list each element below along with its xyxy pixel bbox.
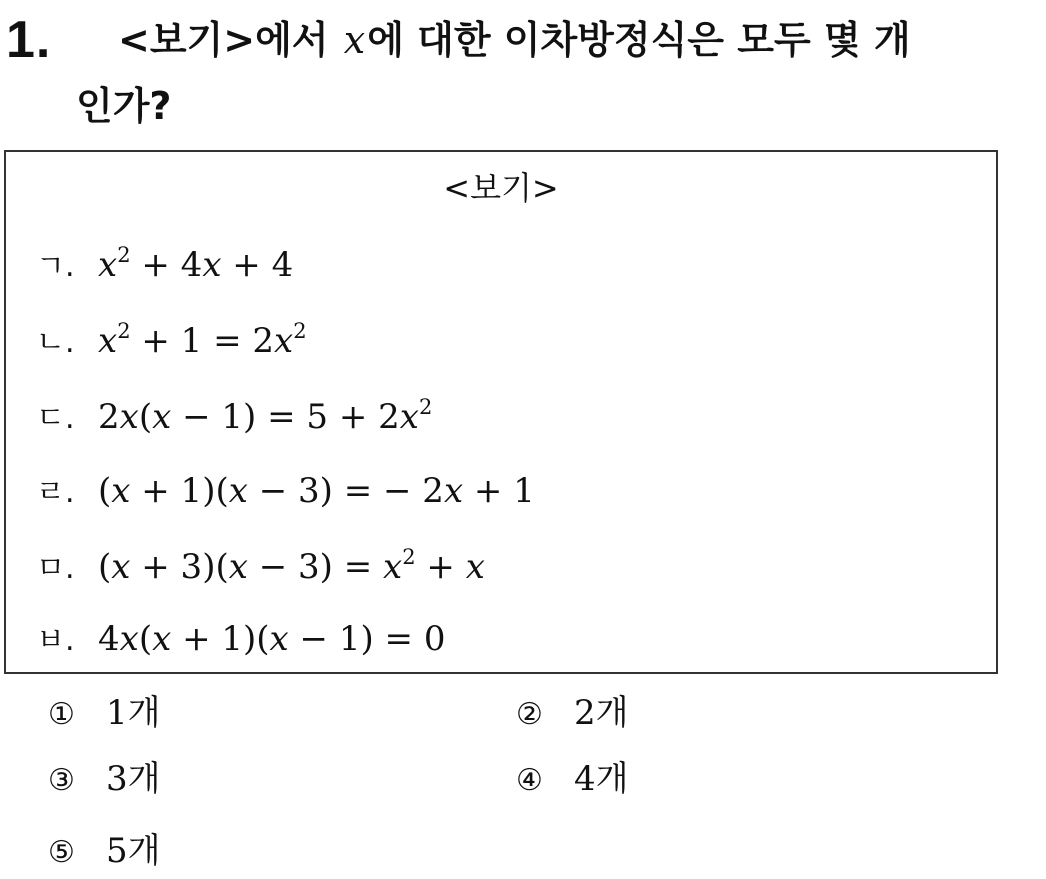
choice-text: 1개 — [106, 693, 161, 733]
choice-text: 5개 — [106, 831, 161, 871]
choice-5[interactable] — [48, 828, 160, 876]
bogi-item-2 — [36, 318, 307, 364]
bogi-item-1 — [36, 242, 293, 288]
bogi-item-label: ㄱ. — [36, 249, 75, 284]
question-stem-part-1: <보기>에서 — [118, 18, 342, 62]
bogi-item-expression: $(x + 3)(x - 3) = x^2 + x$ — [98, 544, 485, 587]
question-number: 1. — [6, 11, 52, 69]
bogi-item-expression: $x^2 + 4x + 4$ — [98, 242, 294, 285]
bogi-box — [4, 150, 998, 674]
choice-4[interactable] — [516, 756, 628, 804]
bogi-title: <보기> — [443, 169, 559, 207]
bogi-item-3 — [36, 394, 432, 440]
bogi-item-expression: $x^2 + 1 = 2x^2$ — [98, 318, 307, 361]
bogi-item-label: ㅁ. — [36, 551, 75, 586]
choice-3[interactable] — [48, 756, 160, 804]
question-stem-line-2: 인가? — [76, 84, 172, 128]
choice-2[interactable] — [516, 690, 628, 738]
choice-mark: ① — [48, 697, 75, 732]
bogi-item-5 — [36, 544, 485, 590]
choice-text: 4개 — [574, 759, 629, 799]
bogi-item-6 — [36, 616, 445, 662]
choice-mark: ③ — [48, 763, 75, 798]
choice-mark: ② — [516, 697, 543, 732]
bogi-item-expression: 4x(x + 1)(x − 1) = 0 — [98, 619, 446, 659]
bogi-item-4 — [36, 468, 535, 514]
question-stem-line-1 — [118, 16, 911, 64]
question-stem-part-2: 에 대한 이차방정식은 모두 몇 개 — [367, 18, 911, 62]
question-variable: x — [343, 18, 366, 62]
bogi-item-expression: $2x(x - 1) = 5 + 2x^2$ — [98, 394, 433, 437]
choice-mark: ⑤ — [48, 835, 75, 870]
choice-1[interactable] — [48, 690, 160, 738]
choice-mark: ④ — [516, 763, 543, 798]
bogi-item-label: ㄷ. — [36, 401, 75, 436]
choice-text: 2개 — [574, 693, 629, 733]
bogi-item-expression: (x + 1)(x − 3) = − 2x + 1 — [98, 471, 535, 511]
bogi-item-label: ㄴ. — [36, 325, 75, 360]
choice-text: 3개 — [106, 759, 161, 799]
bogi-item-label: ㅂ. — [36, 623, 75, 658]
bogi-item-label: ㄹ. — [36, 475, 75, 510]
